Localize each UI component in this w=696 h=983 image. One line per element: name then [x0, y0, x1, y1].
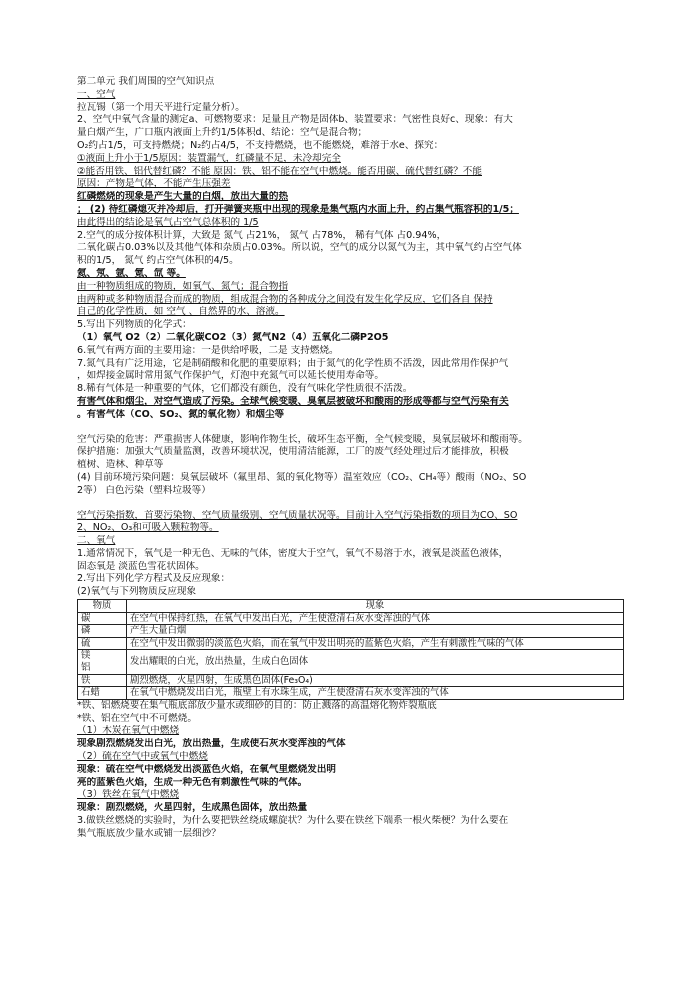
text-line: (4) 目前环境污染问题：臭氧层破坏（氟里昂、氮的氧化物等）温室效应（CO₂、CH₄等）酸雨（NO₂、SO [77, 471, 527, 483]
table-cell: 在氧气中燃烧发出白光，瓶壁上有水珠生成，产生使澄清石灰水变浑浊的气体 [126, 687, 623, 700]
table-row [78, 650, 624, 674]
text-line: *铁、铝燃烧要在集气瓶底部放少量水或细砂的目的：防止溅落的高温熔化物炸裂瓶底 [77, 699, 437, 711]
text-line: 积的1/5， 氮气 约占空气体积的4/5。 [77, 255, 239, 267]
document-page [77, 76, 633, 841]
text-line: 7.氮气具有广泛用途，它是制硝酸和化肥的重要原料；由于氮气的化学性质不活泼，因此常用作保护气 [77, 357, 509, 369]
table-row [78, 625, 624, 638]
table-header-row [78, 600, 624, 613]
text-line: ②能否用铁、铝代替红磷？不能 原因：铁、铝不能在空气中燃烧。能否用碳、硫代替红磷？不能 [77, 165, 482, 177]
text-line: 自己的化学性质，如 空气 、自然界的水、溶液。 [77, 306, 285, 318]
text-line: 红磷燃烧的现象是产生大量的白烟，放出大量的热 [77, 191, 289, 203]
text-line: 现象：剧烈燃烧，火星四射，生成黑色固体，放出热量 [77, 802, 308, 814]
table-cell: 发出耀眼的白光，放出热量，生成白色固体 [126, 650, 623, 674]
section-heading-oxygen: 二、氧气 [77, 535, 116, 547]
text-line: （2）硫在空气中或氧气中燃烧 [77, 751, 208, 763]
text-line: 植树、造林、种草等 [77, 459, 164, 471]
table-cell: 铁 [78, 674, 127, 687]
text-line: 集气瓶底放少量水或铺一层细沙？ [77, 827, 221, 839]
text-line: ①液面上升小于1/5原因：装置漏气，红磷量不足，未冷却完全 [77, 152, 341, 164]
text-line: 现象剧烈燃烧发出白光，放出热量，生成使石灰水变浑浊的气体 [77, 738, 346, 750]
text-line: 由一种物质组成的物质，如氧气、氮气；混合物指 [77, 280, 289, 292]
table-cell: 磷 [78, 625, 127, 638]
text-line: O₂约占1/5，可支持燃烧；N₂约占4/5，不支持燃烧，也不能燃烧，难溶于水e、探究： [77, 139, 444, 151]
table-cell: 产生大量白烟 [126, 625, 623, 638]
table-row [78, 674, 624, 687]
text-line: 5.写出下列物质的化学式： [77, 319, 192, 331]
table-cell: 剧烈燃烧，火星四射，生成黑色固体(Fe₃O₄) [126, 674, 623, 687]
table-cell: 碳 [78, 612, 127, 625]
text-line: 亮的蓝紫色火焰，生成一种无色有刺激性气味的气体。 [77, 776, 308, 788]
unit-title: 第二单元 我们周围的空气知识点 [77, 76, 215, 87]
text-line: 原因：产物是气体，不能产生压强差 [77, 178, 231, 190]
text-line: 8.稀有气体是一种重要的气体，它们都没有颜色，没有气味化学性质很不活泼。 [77, 383, 413, 395]
text-line: 。有害气体（CO、SO₂、氮的氧化物）和烟尘等 [77, 408, 285, 420]
text-line: 由此得出的结论是氧气占空气总体积的 1/5 [77, 216, 259, 228]
text-line: （1）氧气 O2（2）二氧化碳CO2（3）氮气N2（4）五氧化二磷P2O5 [77, 331, 389, 343]
column-header: 物质 [78, 600, 127, 613]
spacer [77, 498, 633, 510]
reaction-table [77, 599, 624, 700]
text-line: 有害气体和烟尘，对空气造成了污染。全球气候变暖、臭氧层被破坏和酸雨的形成等都与空气污染有关 [77, 395, 509, 407]
text-line: 2、NO₂、O₃和可吸入颗粒物等。 [77, 522, 219, 534]
column-header: 现象 [126, 600, 623, 613]
text-line: 拉瓦锡（第一个用天平进行定量分析）。 [77, 101, 245, 113]
text-line: *铁、铝在空气中不可燃烧。 [77, 712, 197, 724]
text-line: 2.写出下列化学方程式及反应现象： [77, 573, 231, 585]
text-line: 空气污染指数，首要污染物、空气质量级别、空气质量状况等。目前计入空气污染指数的项目为CO、SO [77, 509, 518, 521]
text-line: 空气污染的危害：严重损害人体健康，影响作物生长，破坏生态平衡，全气候变暖，臭氧层破坏和酸雨等。 [77, 433, 528, 445]
text-line: 由两种或多种物质混合而成的物质，组成混合物的各种成分之间没有发生化学反应，它们各自 保持 [77, 293, 493, 305]
table-cell: 石蜡 [78, 687, 127, 700]
text-line: 2、空气中氧气含量的测定a、可燃物要求：足量且产物是固体b、装置要求：气密性良好c、现象：有大 [77, 114, 513, 126]
text-line: 固态氧是 淡蓝色雪花状固体。 [77, 560, 205, 572]
table-row [78, 687, 624, 700]
spacer [77, 422, 633, 434]
table-cell: 在空气中发出微弱的淡蓝色火焰，而在氧气中发出明亮的蓝紫色火焰，产生有刺激性气味的气体 [126, 637, 623, 650]
text-line: 现象：硫在空气中燃烧发出淡蓝色火焰，在氧气里燃烧发出明 [77, 763, 337, 775]
text-line: ，如焊接金属时常用氮气作保护气，灯泡中充氮气可以延长使用寿命等。 [77, 370, 384, 382]
text-line: 量白烟产生，广口瓶内液面上升约1/5体积d、结论：空气是混合物； [77, 127, 368, 139]
text-line: 氦、氖、氩、氪、氙 等。 [77, 267, 186, 279]
table-cell: 硫 [78, 637, 127, 650]
text-line: 保护措施：加强大气质量监测，改善环境状况，使用清洁能源，工厂的废气经处理过后才能排放，积极 [77, 446, 509, 458]
table-row [78, 637, 624, 650]
text-line: 二氧化碳占0.03%以及其他气体和杂质占0.03%。所以说，空气的成分以氮气为主，其中氧气约占空气体 [77, 242, 522, 254]
table-caption: (2)氧气与下列物质反应现象 [77, 586, 197, 598]
text-line: （3）铁丝在氧气中燃烧 [77, 789, 180, 801]
text-line: 3.做铁丝燃烧的实验时，为什么要把铁丝绕成螺旋状？为什么要在铁丝下端系一根火柴梗？为什么要在 [77, 815, 509, 826]
text-line: ； (2) 待红磷熄灭并冷却后，打开弹簧夹瓶中出现的现象是集气瓶内水面上升，约占集气瓶容积的1/5； [77, 203, 519, 215]
text-line: 2.空气的成分按体积计算，大致是 氮气 占21%， 氮气 占78%， 稀有气体 占0.94%， [77, 229, 447, 241]
table-cell: 在空气中保持红热，在氧气中发出白光，产生使澄清石灰水变浑浊的气体 [126, 612, 623, 625]
text-line: （1）木炭在氧气中燃烧 [77, 725, 180, 737]
text-line: 2等） 白色污染（塑料垃圾等） [77, 484, 211, 496]
table-cell: 镁 铝 [78, 650, 127, 674]
section-heading-air: 一、空气 [77, 88, 116, 100]
text-line: 6.氧气有两方面的主要用途：一是供给呼吸，二是 支持燃烧。 [77, 344, 339, 356]
table-row [78, 612, 624, 625]
text-line: 1.通常情况下，氧气是一种无色、无味的气体，密度大于空气，氧气不易溶于水，液氧是淡蓝色液体， [77, 547, 509, 559]
